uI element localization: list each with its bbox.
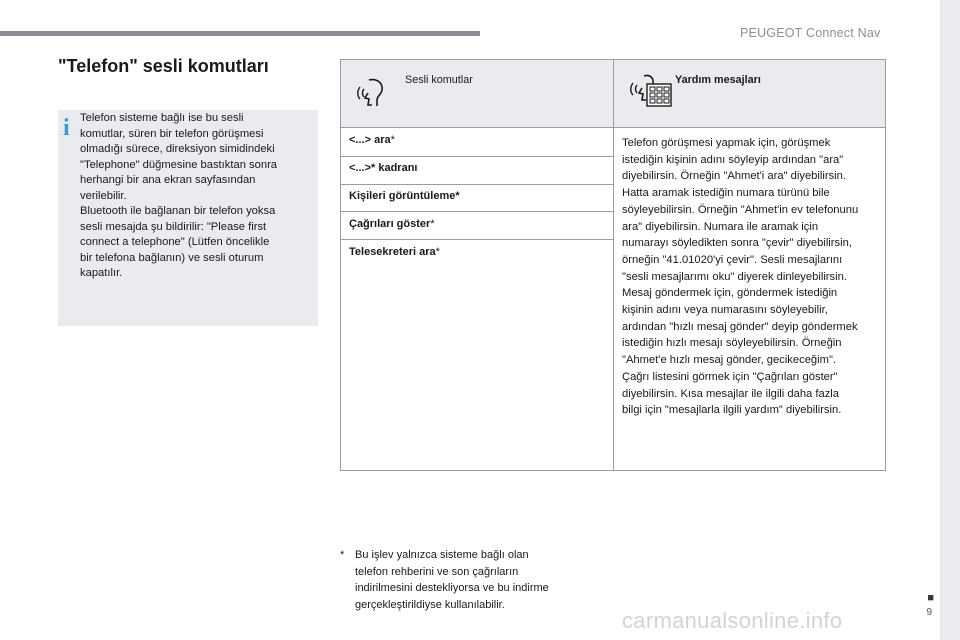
brand-label: PEUGEOT Connect Nav [740,26,881,40]
command-label: Telesekreteri ara [349,246,436,258]
voice-help-icon [620,70,678,110]
command-row [341,212,613,240]
command-row [341,128,613,157]
page-title: "Telefon" sesli komutları [58,56,269,76]
header-commands-label: Sesli komutlar [405,74,473,86]
info-text: Telefon sisteme bağlı ise bu sesli komutlar, süren bir telefon görüşmesi olmadığı sürece, direksiyon simidindeki "Telephone" düğmesine bastıktan sonra herhangi bir ana ekran sayfasından verilebilir. Bluetooth ile bağlanan bir telefon yoksa sesli mesajda şu bildirilir: "Please first connect a telephone" (Lütfen öncelikle bir telefona bağlanın) ve sesli oturum kapatılır. [80,112,278,279]
command-row [341,157,613,185]
side-strip [940,0,960,640]
column-divider [613,60,614,470]
footnote-text: Bu işlev yalnızca sisteme bağlı olan telefon rehberini ve son çağrıların indirilmesini destekliyorsa ve bu indirme gerçekleştirildiyse kullanılabilir. [355,549,549,611]
page-number: 9 [926,607,932,618]
page-marker: ■ [927,592,934,604]
watermark: carmanualsonline.info [622,608,843,633]
voice-command-icon [355,74,391,110]
voice-commands-table [340,59,886,471]
footnote-star: * [340,549,345,561]
help-message-text: Telefon görüşmesi yapmak için, görüşmek istediğin kişinin adını söyleyip ardından "ara" diyebilirsin. Örneğin "Ahmet'i ara" diyebilirsin. Hatta aramak istediğin numara türünü bile söyleyebilirsin. Örneğin "Ahmet'in ev telefonunu ara" diyebilirsin. Numara ile aramak için numarayı söyledikten sonra "çevir" diyebilirsin, örneğin "41.01020'yi çevir". Sesli mesajlarını "sesli mesajlarımı oku" diyerek dinleyebilirsin. Mesaj göndermek için, göndermek istediğin kişinin adını veya numarasını söyleyebilir, ardından "hızlı mesaj gönder" deyip göndermek istediğin hızlı mesajı söyleyebilirsin. Örneğin "Ahmet'e hızlı mesaj gönder, gecikeceğim". Çağrı listesini görmek için "Çağrıları göster" diyebilirsin. Kısa mesajlar ile ilgili daha fazla bilgi için "mesajlarla ilgili yardım" diyebilirsin. [622,137,859,417]
header-cell-commands [341,60,613,127]
command-star: * [430,218,435,230]
command-star: * [390,134,395,146]
header-help-label: Yardım mesajları [675,74,761,86]
header-cell-help [614,60,886,127]
command-label: <...> ara [349,134,391,146]
command-star: * [435,246,440,258]
header-rule [0,31,480,36]
command-label: Çağrıları göster [349,218,431,230]
command-row [341,185,613,212]
info-icon: i [63,115,70,141]
command-row [341,240,613,268]
command-label: <...>* kadranı [349,162,418,174]
info-box [58,110,318,326]
command-label: Kişileri görüntüleme* [349,190,460,202]
